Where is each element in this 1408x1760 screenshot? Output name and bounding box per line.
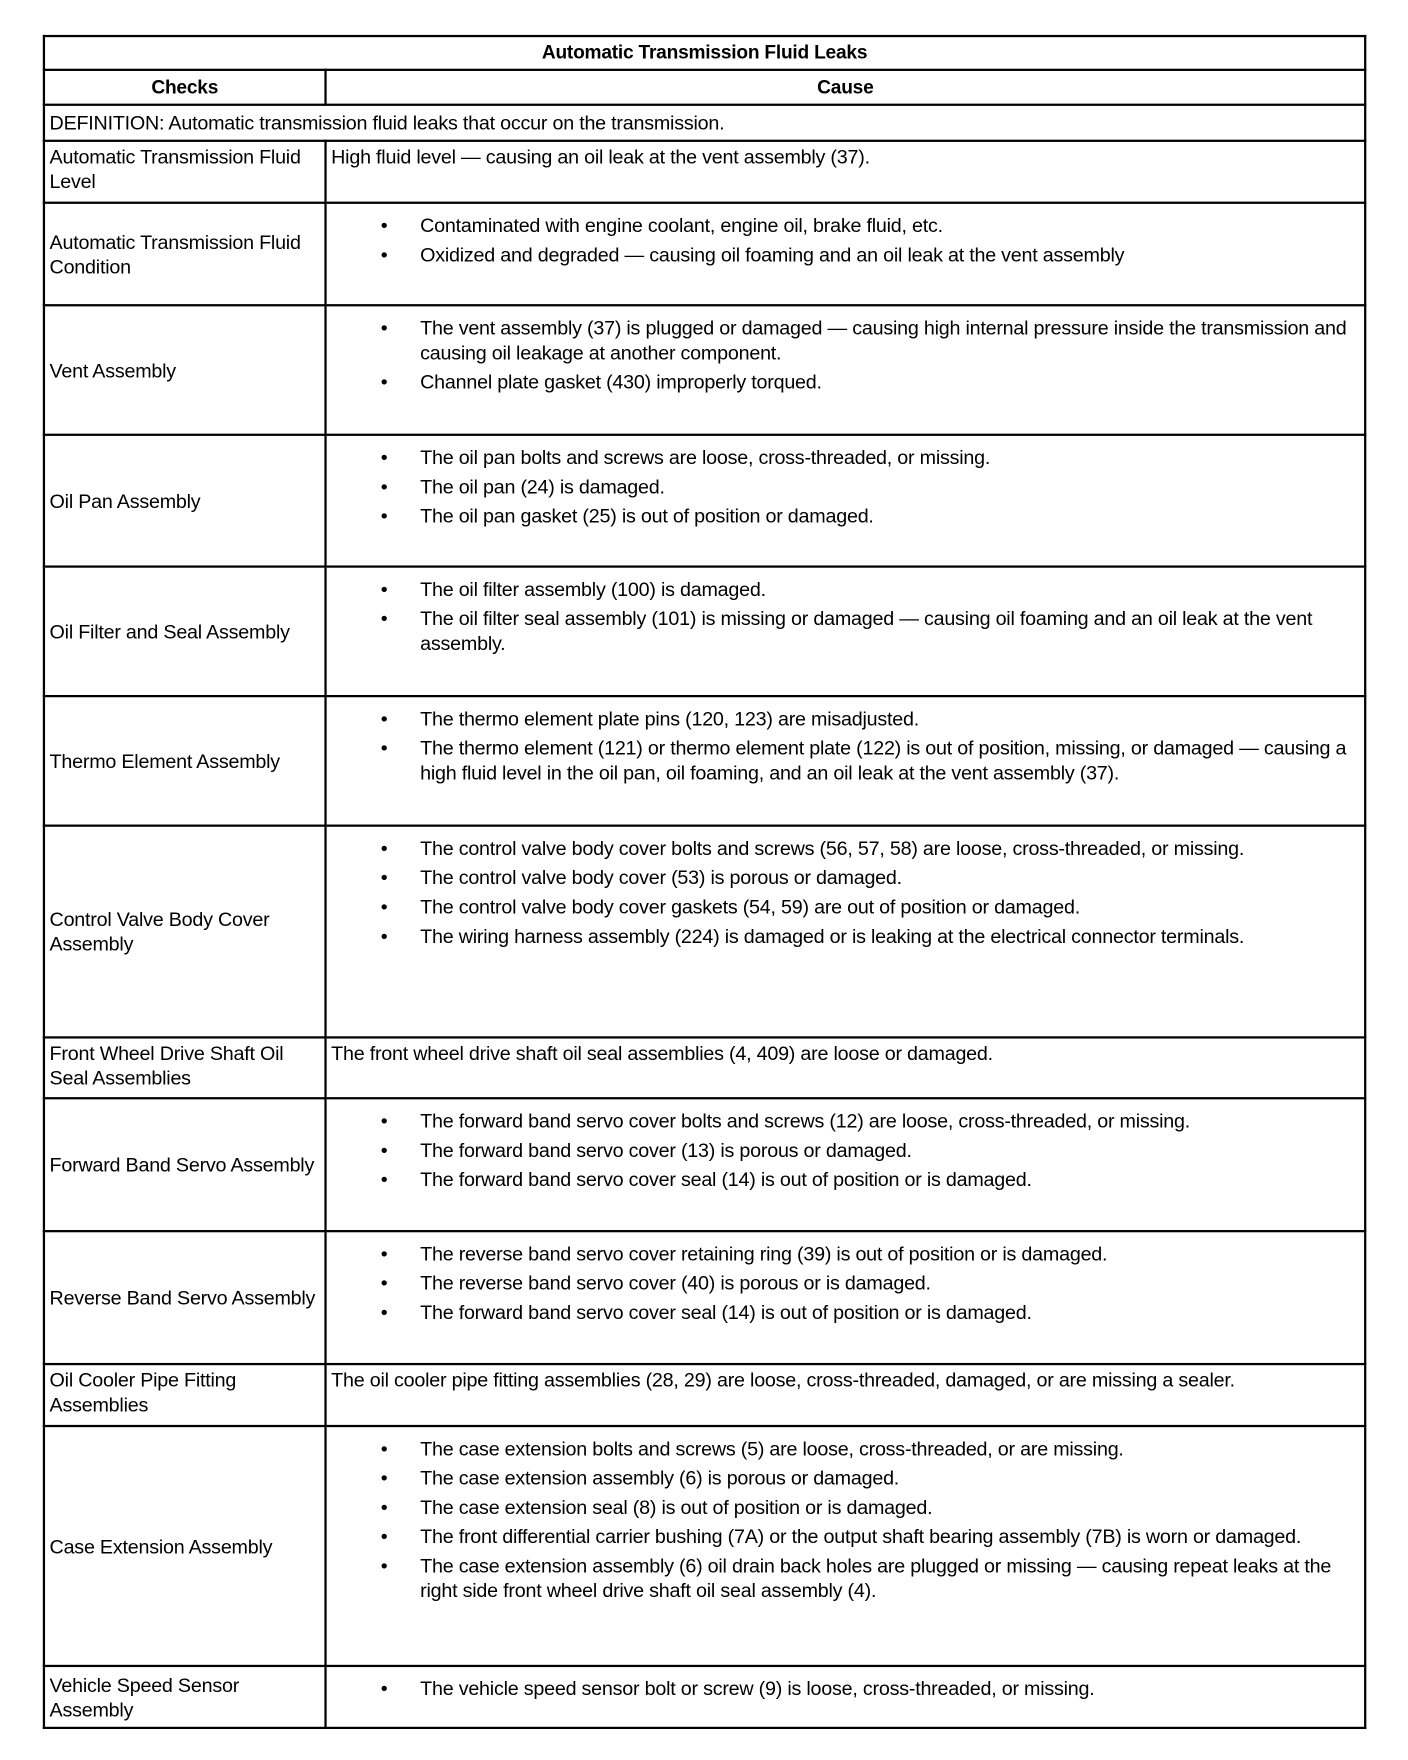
- check-cell: Case Extension Assembly: [44, 1426, 326, 1666]
- cause-cell: The front wheel drive shaft oil seal assemblies (4, 409) are loose or damaged.: [326, 1037, 1366, 1098]
- cause-item: [331, 1465, 1359, 1490]
- cause-cell: [326, 1666, 1366, 1728]
- check-cell: Automatic Transmission Fluid Condition: [44, 203, 326, 306]
- cause-text: The oil pan bolts and screws are loose, cross-threaded, or missing.: [420, 446, 991, 469]
- cause-text: Channel plate gasket (430) improperly torqued.: [420, 370, 822, 394]
- cause-item: [331, 577, 1359, 602]
- cause-text: The front differential carrier bushing (7A) or the output shaft bearing assembly (7B) is worn or damaged.: [420, 1525, 1302, 1548]
- cause-item: [331, 1108, 1359, 1133]
- table-row: [44, 826, 1365, 1038]
- cause-text: The oil filter seal assembly (101) is missing or damaged — causing oil foaming and an oil leak at the vent assembly.: [420, 607, 1313, 655]
- bullet-icon: •: [380, 214, 388, 237]
- cause-list: [331, 1436, 1359, 1603]
- bullet-icon: •: [380, 1495, 388, 1519]
- check-cell: Oil Filter and Seal Assembly: [44, 567, 326, 697]
- bullet-icon: •: [380, 1437, 388, 1460]
- cause-text: The oil pan gasket (25) is out of position or damaged.: [420, 504, 874, 528]
- cause-cell: [326, 567, 1366, 697]
- cause-item: [331, 894, 1359, 919]
- cause-list: [331, 836, 1359, 949]
- cause-item: [331, 924, 1359, 949]
- cause-item: [331, 1241, 1359, 1266]
- cause-item: [331, 1167, 1359, 1192]
- bullet-icon: •: [380, 1466, 388, 1490]
- cause-text: The case extension assembly (6) is porous or damaged.: [420, 1466, 900, 1490]
- cause-list: [331, 1108, 1359, 1191]
- cause-cell: [326, 203, 1366, 306]
- cause-cell: [326, 826, 1366, 1038]
- cause-cell: [326, 696, 1366, 826]
- bullet-icon: •: [380, 1242, 388, 1265]
- cause-text: The oil filter assembly (100) is damaged.: [420, 577, 766, 601]
- cause-text: The oil pan (24) is damaged.: [420, 475, 665, 498]
- table-row: [44, 1666, 1365, 1728]
- bullet-icon: •: [380, 475, 388, 498]
- cause-text: The control valve body cover (53) is porous or damaged.: [420, 866, 902, 889]
- cause-text: The case extension seal (8) is out of position or is damaged.: [420, 1495, 933, 1519]
- cause-text: The forward band servo cover (13) is porous or damaged.: [420, 1138, 912, 1162]
- cause-item: [331, 1300, 1359, 1325]
- cause-list: [331, 315, 1359, 394]
- bullet-icon: •: [380, 1677, 388, 1700]
- cause-item: [331, 242, 1359, 267]
- bullet-icon: •: [380, 1554, 388, 1577]
- cause-item: [331, 606, 1359, 656]
- cause-text: The reverse band servo cover retaining ring (39) is out of position or is damaged.: [420, 1242, 1108, 1265]
- cause-text: Oxidized and degraded — causing oil foaming and an oil leak at the vent assembly: [420, 243, 1125, 266]
- bullet-icon: •: [380, 577, 388, 601]
- bullet-icon: •: [380, 1168, 388, 1191]
- bullet-icon: •: [380, 316, 388, 340]
- cause-text: The forward band servo cover seal (14) is out of position or is damaged.: [420, 1300, 1032, 1324]
- bullet-icon: •: [380, 243, 388, 266]
- cause-text: The case extension bolts and screws (5) are loose, cross-threaded, or are missing.: [420, 1437, 1124, 1460]
- table-row: [44, 1037, 1365, 1098]
- check-cell: Oil Pan Assembly: [44, 435, 326, 567]
- cause-item: [331, 315, 1359, 365]
- cause-text: The forward band servo cover bolts and screws (12) are loose, cross-threaded, or missing.: [420, 1109, 1191, 1133]
- bullet-icon: •: [380, 1138, 388, 1162]
- table-row: [44, 141, 1365, 203]
- check-cell: Thermo Element Assembly: [44, 696, 326, 826]
- cause-text: The forward band servo cover seal (14) is out of position or is damaged.: [420, 1168, 1032, 1191]
- cause-text: The control valve body cover bolts and screws (56, 57, 58) are loose, cross-threaded, or missing.: [420, 836, 1245, 860]
- cause-cell: High fluid level — causing an oil leak at the vent assembly (37).: [326, 141, 1366, 203]
- table-title: Automatic Transmission Fluid Leaks: [44, 36, 1365, 70]
- check-cell: Front Wheel Drive Shaft Oil Seal Assemblies: [44, 1037, 326, 1098]
- check-cell: Control Valve Body Cover Assembly: [44, 826, 326, 1038]
- bullet-icon: •: [380, 1271, 388, 1295]
- cause-list: [331, 706, 1359, 785]
- cause-cell: [326, 1098, 1366, 1231]
- bullet-icon: •: [380, 370, 388, 394]
- cause-cell: [326, 305, 1366, 435]
- check-cell: Automatic Transmission Fluid Level: [44, 141, 326, 203]
- cause-text: The reverse band servo cover (40) is porous or is damaged.: [420, 1271, 931, 1295]
- cause-cell: [326, 435, 1366, 567]
- bullet-icon: •: [380, 736, 388, 760]
- table-row: [44, 567, 1365, 697]
- cause-list: [331, 1676, 1359, 1701]
- cause-list: [331, 1241, 1359, 1324]
- cause-item: [331, 736, 1359, 786]
- cause-item: [331, 1271, 1359, 1296]
- cause-cell: The oil cooler pipe fitting assemblies (28, 29) are loose, cross-threaded, damaged, or are missing a sealer.: [326, 1364, 1366, 1426]
- cause-text: The control valve body cover gaskets (54, 59) are out of position or damaged.: [420, 895, 1080, 919]
- table-row: [44, 1426, 1365, 1666]
- check-cell: Vent Assembly: [44, 305, 326, 435]
- table-row: [44, 1231, 1365, 1364]
- table-row: [44, 1098, 1365, 1231]
- table-row: [44, 203, 1365, 306]
- cause-text: The thermo element (121) or thermo element plate (122) is out of position, missing, or damaged — causing a high fluid level in the oil pan, oil foaming, and an oil leak at the vent assembly (37).: [420, 736, 1347, 784]
- bullet-icon: •: [380, 1525, 388, 1548]
- bullet-icon: •: [380, 504, 388, 528]
- table-row: [44, 696, 1365, 826]
- bullet-icon: •: [380, 924, 388, 948]
- cause-list: [331, 445, 1359, 528]
- bullet-icon: •: [380, 866, 388, 889]
- bullet-icon: •: [380, 836, 388, 860]
- cause-text: The case extension assembly (6) oil drain back holes are plugged or missing — causing repeat leaks at the right side front wheel drive shaft oil seal assembly (4).: [420, 1554, 1332, 1602]
- cause-item: [331, 706, 1359, 731]
- cause-item: [331, 1138, 1359, 1163]
- cause-text: The thermo element plate pins (120, 123) are misadjusted.: [420, 707, 920, 730]
- bullet-icon: •: [380, 446, 388, 469]
- table-row: [44, 435, 1365, 567]
- check-cell: Oil Cooler Pipe Fitting Assemblies: [44, 1364, 326, 1426]
- cause-item: [331, 445, 1359, 470]
- cause-item: [331, 1553, 1359, 1603]
- cause-item: [331, 865, 1359, 890]
- cause-list: [331, 213, 1359, 267]
- cause-list: [331, 577, 1359, 656]
- header-cause: Cause: [326, 70, 1366, 105]
- check-cell: Vehicle Speed Sensor Assembly: [44, 1666, 326, 1728]
- cause-text: The vent assembly (37) is plugged or damaged — causing high internal pressure inside the transmission and causing oil leakage at another component.: [420, 316, 1347, 364]
- cause-item: [331, 213, 1359, 238]
- bullet-icon: •: [380, 1109, 388, 1133]
- cause-item: [331, 504, 1359, 529]
- cause-cell: [326, 1426, 1366, 1666]
- cause-item: [331, 1436, 1359, 1461]
- table-row: [44, 1364, 1365, 1426]
- cause-text: The wiring harness assembly (224) is damaged or is leaking at the electrical connector terminals.: [420, 924, 1245, 948]
- cause-item: [331, 474, 1359, 499]
- check-cell: Reverse Band Servo Assembly: [44, 1231, 326, 1364]
- cause-item: [331, 1495, 1359, 1520]
- bullet-icon: •: [380, 895, 388, 919]
- bullet-icon: •: [380, 1300, 388, 1324]
- cause-item: [331, 1524, 1359, 1549]
- cause-text: The vehicle speed sensor bolt or screw (9) is loose, cross-threaded, or missing.: [420, 1677, 1095, 1700]
- cause-text: Contaminated with engine coolant, engine oil, brake fluid, etc.: [420, 214, 943, 237]
- check-cell: Forward Band Servo Assembly: [44, 1098, 326, 1231]
- fluid-leaks-table: [43, 35, 1367, 1729]
- cause-cell: [326, 1231, 1366, 1364]
- cause-item: [331, 836, 1359, 861]
- bullet-icon: •: [380, 607, 388, 630]
- bullet-icon: •: [380, 707, 388, 730]
- definition: DEFINITION: Automatic transmission fluid leaks that occur on the transmission.: [44, 105, 1365, 141]
- header-checks: Checks: [44, 70, 326, 105]
- cause-item: [331, 1676, 1359, 1701]
- cause-item: [331, 369, 1359, 394]
- table-row: [44, 305, 1365, 435]
